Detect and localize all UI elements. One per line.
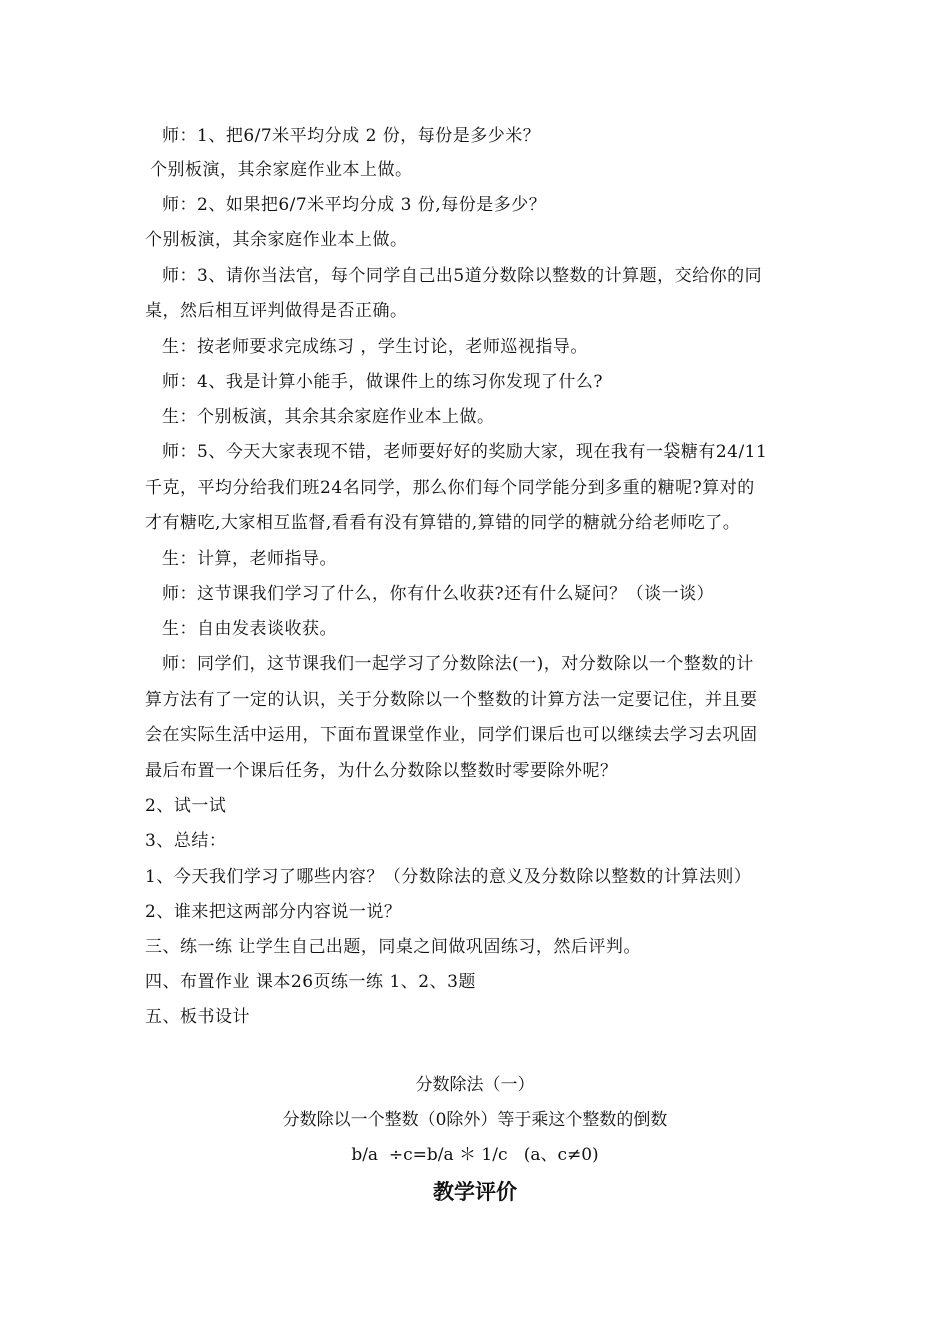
paragraph-line: 四、布置作业 课本26页练一练 1、2、3题 <box>145 972 476 992</box>
paragraph-line: 最后布置一个课后任务，为什么分数除以整数时零要除外呢？ <box>145 761 618 781</box>
paragraph-line: 师：1、把6/7米平均分成 2 份，每份是多少米？ <box>162 126 541 146</box>
paragraph-line: 3、总结： <box>145 831 227 851</box>
section-heading: 教学评价 <box>433 1180 517 1204</box>
paragraph-line: 算方法有了一定的认识，关于分数除以一个整数的计算方法一定要记住，并且要 <box>145 690 758 710</box>
paragraph-line: 师：2、如果把6/7米平均分成 3 份,每份是多少？ <box>162 195 547 215</box>
paragraph-line: 2、试一试 <box>145 796 227 816</box>
paragraph-line: 个别板演，其余家庭作业本上做。 <box>145 230 408 250</box>
paragraph-line: 才有糖吃,大家相互监督,看看有没有算错的,算错的同学的糖就分给老师吃了。 <box>145 513 741 533</box>
paragraph-line: 生：自由发表谈收获。 <box>162 619 337 639</box>
paragraph-line: 生：计算，老师指导。 <box>162 549 337 569</box>
paragraph-line: 师：4、我是计算小能手，做课件上的练习你发现了什么? <box>162 372 603 392</box>
paragraph-line: 会在实际生活中运用，下面布置课堂作业，同学们课后也可以继续去学习去巩固 <box>145 725 758 745</box>
board-title: 分数除法（一） <box>415 1075 535 1095</box>
paragraph-line: 生：个别板演，其余其余家庭作业本上做。 <box>162 407 495 427</box>
paragraph-line: 师：同学们，这节课我们一起学习了分数除法(一)，对分数除以一个整数的计 <box>162 654 754 674</box>
board-formula: b/a ÷c=b/a ＊ 1/c (a、c≠0) <box>351 1145 599 1165</box>
paragraph-line: 桌，然后相互评判做得是否正确。 <box>145 301 408 321</box>
paragraph-line: 师：3、请你当法官，每个同学自己出5道分数除以整数的计算题，交给你的同 <box>162 266 763 286</box>
paragraph-line: 五、板书设计 <box>145 1007 250 1027</box>
board-rule: 分数除以一个整数（0除外）等于乘这个整数的倒数 <box>282 1110 668 1130</box>
paragraph-line: 生：按老师要求完成练习 ，学生讨论，老师巡视指导。 <box>162 337 588 357</box>
paragraph-line: 2、谁来把这两部分内容说一说？ <box>145 902 402 922</box>
paragraph-line: 1、今天我们学习了哪些内容？（分数除法的意义及分数除以整数的计算法则） <box>145 867 752 887</box>
paragraph-line: 个别板演，其余家庭作业本上做。 <box>150 160 413 180</box>
paragraph-line: 三、练一练 让学生自己出题，同桌之间做巩固练习，然后评判。 <box>145 937 641 957</box>
paragraph-line: 千克，平均分给我们班24名同学，那么你们每个同学能分到多重的糖呢?算对的 <box>145 478 755 498</box>
paragraph-line: 师：5、今天大家表现不错，老师要好好的奖励大家，现在我有一袋糖有24/11 <box>162 442 768 462</box>
paragraph-line: 师：这节课我们学习了什么，你有什么收获?还有什么疑问？（谈一谈） <box>162 584 715 604</box>
